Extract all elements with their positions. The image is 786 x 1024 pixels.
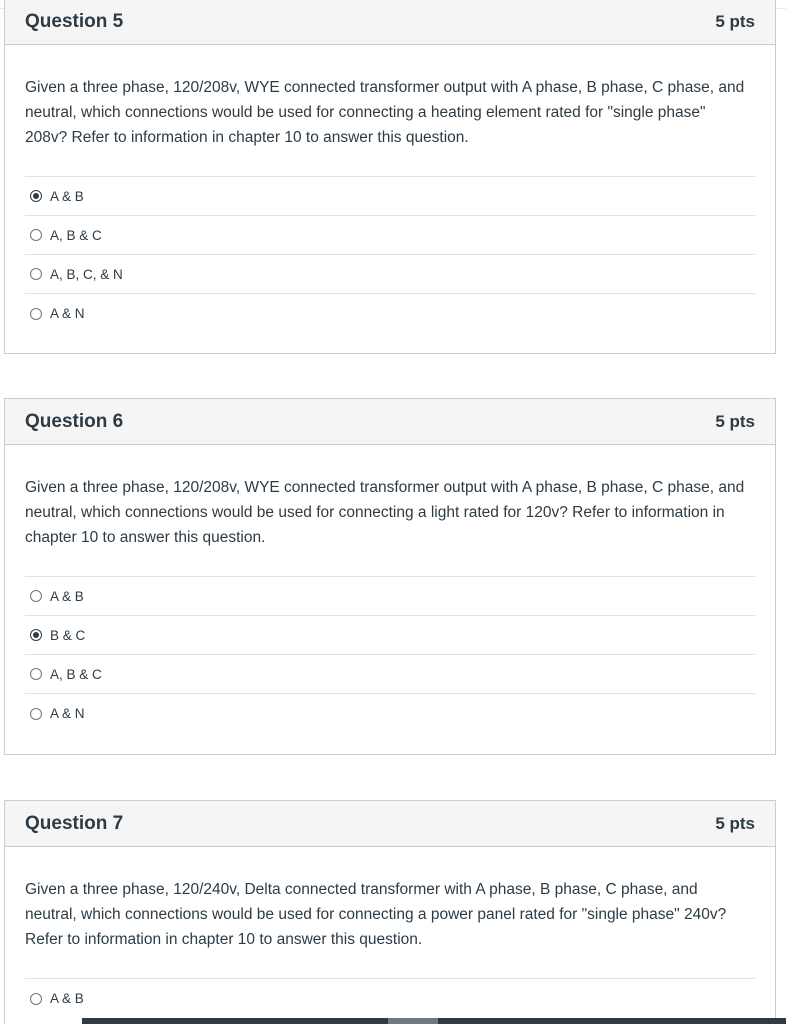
- answer-label: A, B & C: [50, 666, 102, 682]
- answer-option[interactable]: [25, 655, 755, 694]
- question-title: Question 7: [25, 812, 124, 834]
- answer-option[interactable]: [25, 616, 755, 655]
- radio-empty-icon[interactable]: [30, 993, 42, 1005]
- answer-label: B & C: [50, 627, 86, 643]
- question-title: Question 5: [25, 10, 124, 32]
- answer-option[interactable]: [25, 216, 755, 255]
- question-title: Question 6: [25, 410, 124, 432]
- question-text: Given a three phase, 120/208v, WYE connected transformer output with A phase, B phase, C phase, and neutral, which connections would be used for connecting a light rated for 120v? Refer to information in chapter 10 to answer this question.: [25, 479, 745, 546]
- question-body: [5, 445, 775, 733]
- answer-option[interactable]: [25, 979, 755, 1018]
- question-points: 5 pts: [715, 411, 755, 431]
- answer-label: A & B: [50, 588, 84, 604]
- question-body: [5, 45, 775, 333]
- question-header: [5, 399, 775, 445]
- answer-option[interactable]: [25, 694, 755, 733]
- radio-empty-icon[interactable]: [30, 268, 42, 280]
- question-body: [5, 847, 775, 1018]
- answer-list: [25, 576, 755, 733]
- scrollbar-thumb[interactable]: [388, 1018, 438, 1024]
- radio-empty-icon[interactable]: [30, 668, 42, 680]
- answer-list: [25, 176, 755, 333]
- question-7: [4, 800, 776, 1024]
- question-points: 5 pts: [715, 11, 755, 31]
- answer-option[interactable]: [25, 255, 755, 294]
- answer-label: A & N: [50, 306, 85, 321]
- question-text: Given a three phase, 120/208v, WYE connected transformer output with A phase, B phase, C phase, and neutral, which connections would be used for connecting a heating element rated for "single phase" 208v? Refer to information in chapter 10 to answer this question.: [25, 79, 745, 146]
- question-6: [4, 398, 776, 755]
- question-header: [5, 0, 775, 45]
- answer-label: A & N: [50, 706, 85, 721]
- answer-label: A & B: [50, 188, 84, 204]
- radio-empty-icon[interactable]: [30, 708, 42, 720]
- question-header: [5, 801, 775, 847]
- answer-option[interactable]: [25, 577, 755, 616]
- radio-empty-icon[interactable]: [30, 590, 42, 602]
- answer-label: A & B: [50, 991, 84, 1006]
- question-text: Given a three phase, 120/240v, Delta connected transformer with A phase, B phase, C phase, and neutral, which connections would be used for connecting a power panel rated for "single phase" 240v? Refer to information in chapter 10 to answer this question.: [25, 881, 727, 948]
- answer-label: A, B, C, & N: [50, 266, 123, 282]
- question-points: 5 pts: [715, 813, 755, 833]
- answer-option[interactable]: [25, 177, 755, 216]
- answer-list: [25, 978, 755, 1018]
- question-5: [4, 0, 776, 354]
- answer-option[interactable]: [25, 294, 755, 333]
- radio-empty-icon[interactable]: [30, 308, 42, 320]
- radio-selected-icon[interactable]: [30, 190, 42, 202]
- answer-label: A, B & C: [50, 227, 102, 243]
- horizontal-scrollbar[interactable]: [82, 1018, 786, 1024]
- radio-empty-icon[interactable]: [30, 229, 42, 241]
- radio-selected-icon[interactable]: [30, 629, 42, 641]
